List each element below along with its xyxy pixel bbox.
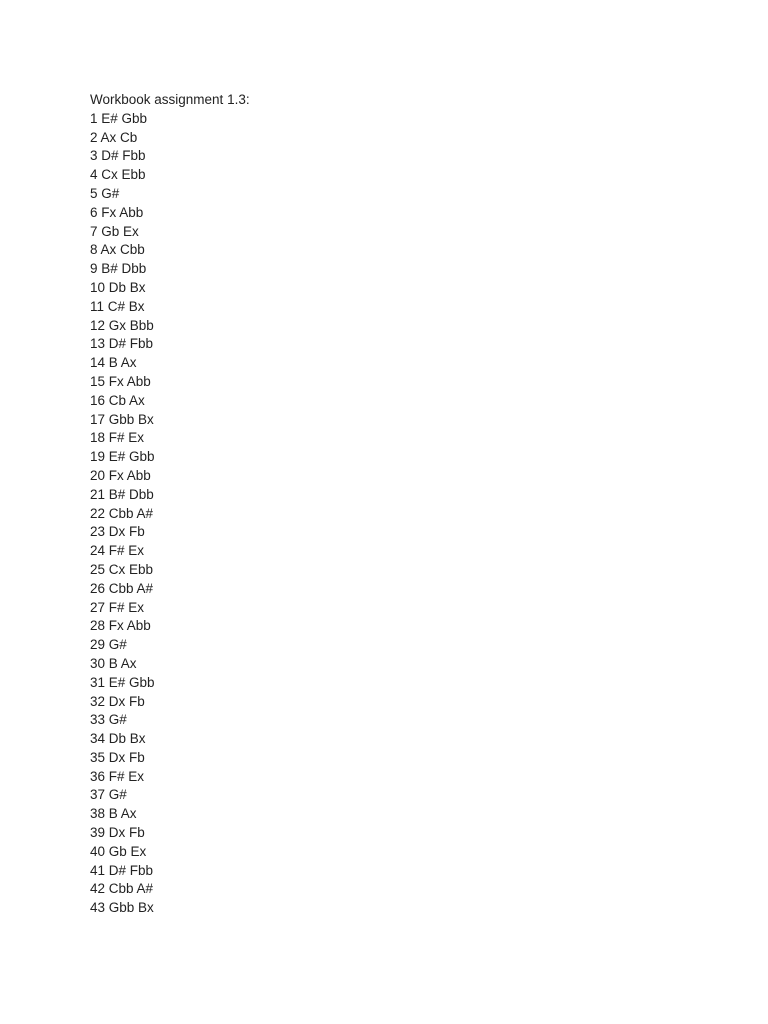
answer-line: 24 F# Ex: [90, 543, 145, 559]
answer-line: 31 E# Gbb: [90, 674, 155, 690]
answer-line: 14 B Ax: [90, 355, 137, 371]
document-title: Workbook assignment 1.3:: [90, 92, 250, 107]
answer-line: 22 Cbb A#: [90, 505, 154, 521]
answer-line: 25 Cx Ebb: [90, 561, 154, 577]
answer-line: 21 B# Dbb: [90, 486, 154, 502]
answer-line: 23 Dx Fb: [90, 524, 145, 540]
answer-line: 26 Cbb A#: [90, 580, 154, 596]
answer-line: 41 D# Fbb: [90, 862, 154, 878]
answer-line: 27 F# Ex: [90, 599, 145, 615]
document-body: [90, 91, 690, 918]
answer-line: 17 Gbb Bx: [90, 411, 154, 427]
answer-line: 28 Fx Abb: [90, 618, 151, 634]
answer-line: 30 B Ax: [90, 655, 137, 671]
answer-line: 32 Dx Fb: [90, 693, 145, 709]
answer-line: 6 Fx Abb: [90, 204, 144, 220]
answer-line: 5 G#: [90, 185, 120, 201]
answer-line: 39 Dx Fb: [90, 825, 145, 841]
answer-line: 1 E# Gbb: [90, 110, 148, 126]
answer-line: 18 F# Ex: [90, 430, 145, 446]
answer-line: 40 Gb Ex: [90, 843, 147, 859]
answer-line: 35 Dx Fb: [90, 749, 145, 765]
answer-line: 15 Fx Abb: [90, 373, 151, 389]
answer-line: 4 Cx Ebb: [90, 167, 146, 183]
answer-line: 16 Cb Ax: [90, 392, 145, 408]
answer-line: 33 G#: [90, 712, 127, 728]
answer-line: 9 B# Dbb: [90, 261, 147, 277]
answer-line: 43 Gbb Bx: [90, 900, 154, 916]
answer-line: 13 D# Fbb: [90, 336, 154, 352]
answer-line: 7 Gb Ex: [90, 223, 139, 239]
answer-line: 8 Ax Cbb: [90, 242, 145, 258]
answer-line: 38 B Ax: [90, 806, 137, 822]
answer-line: 42 Cbb A#: [90, 881, 154, 897]
answer-line: 11 C# Bx: [90, 298, 145, 314]
answer-line: 19 E# Gbb: [90, 449, 155, 465]
answer-line: 37 G#: [90, 787, 127, 803]
answer-line: 3 D# Fbb: [90, 148, 146, 164]
answer-list: [90, 110, 690, 918]
answer-line: 2 Ax Cb: [90, 129, 138, 145]
answer-line: 12 Gx Bbb: [90, 317, 154, 333]
answer-line: 10 Db Bx: [90, 279, 146, 295]
answer-line: 34 Db Bx: [90, 731, 146, 747]
answer-line: 36 F# Ex: [90, 768, 145, 784]
answer-line: 29 G#: [90, 637, 127, 653]
answer-line: 20 Fx Abb: [90, 467, 151, 483]
